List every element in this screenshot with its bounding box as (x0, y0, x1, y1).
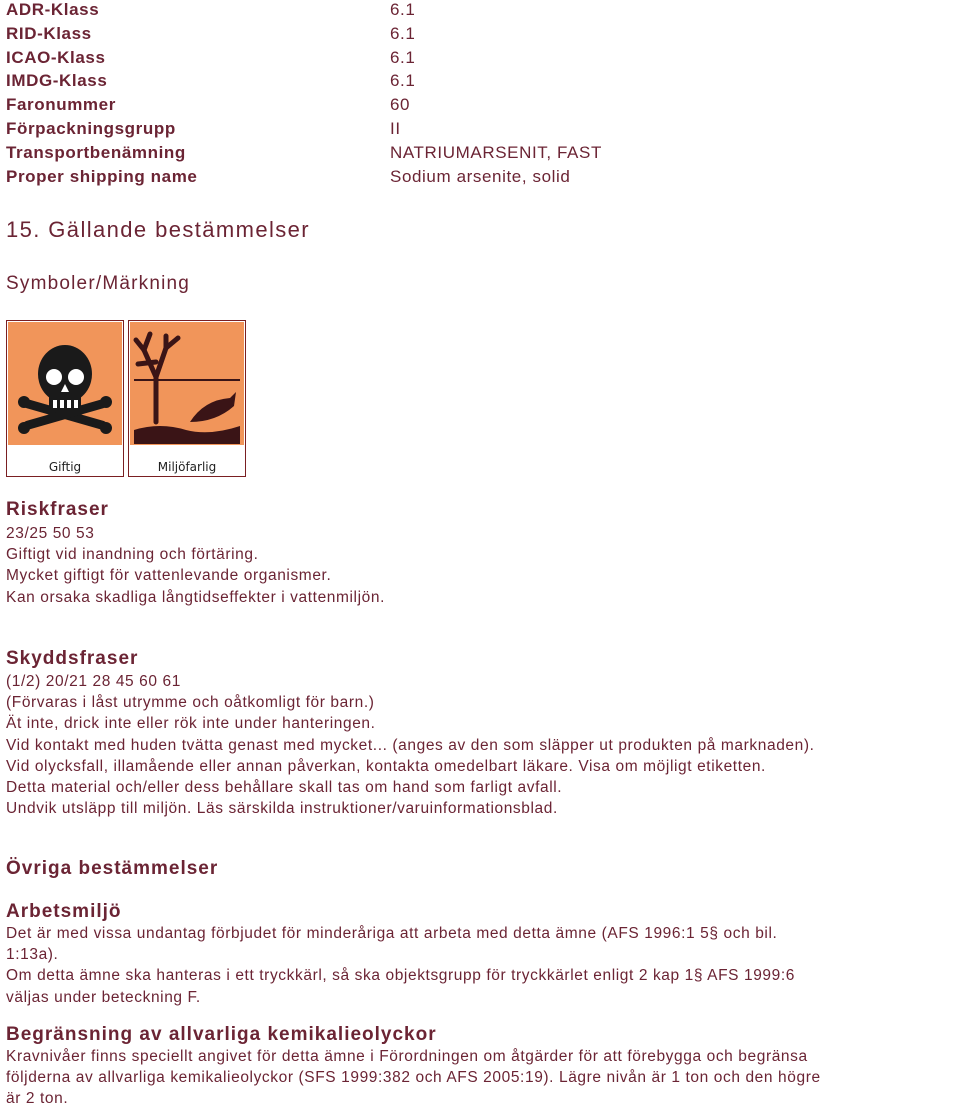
transport-value: 60 (390, 95, 411, 115)
safety-line: Undvik utsläpp till miljön. Läs särskilda instruktioner/varuinformationsblad. (6, 800, 558, 818)
transport-label: Faronummer (6, 95, 116, 115)
risk-line: Kan orsaka skadliga långtidseffekter i vattenmiljön. (6, 588, 385, 606)
pictogram-environment (128, 320, 246, 477)
safety-line: Detta material och/eller dess behållare skall tas om hand som farligt avfall. (6, 779, 563, 797)
safety-title: Skyddsfraser (6, 648, 139, 669)
safety-codes: (1/2) 20/21 28 45 60 61 (6, 673, 181, 690)
symbols-title: Symboler/Märkning (6, 273, 191, 294)
section-title: 15. Gällande bestämmelser (6, 217, 311, 242)
transport-value: NATRIUMARSENIT, FAST (390, 142, 602, 162)
transport-label: ICAO-Klass (6, 47, 106, 67)
accidents-title: Begränsning av allvarliga kemikalieolyckor (6, 1024, 437, 1045)
transport-label: Förpackningsgrupp (6, 119, 176, 138)
risk-codes: 23/25 50 53 (6, 525, 95, 542)
transport-value: 6.1 (390, 23, 416, 43)
work-line: 1:13a). (6, 946, 59, 964)
risk-line: Mycket giftigt för vattenlevande organismer. (6, 567, 332, 585)
transport-label: Proper shipping name (6, 166, 198, 186)
work-line: Om detta ämne ska hanteras i ett tryckkärl, så ska objektsgrupp för tryckkärlet enligt 2 kap 1§ AFS 1999:6 (6, 967, 796, 985)
safety-line: Vid olycksfall, illamående eller annan påverkan, kontakta omedelbart läkare. Visa om möjligt etiketten. (6, 757, 766, 775)
safety-line: Vid kontakt med huden tvätta genast med mycket... (anges av den som släpper ut produkten på marknaden). (6, 736, 815, 754)
risk-phrases (6, 523, 956, 608)
pictogram-toxic (6, 320, 124, 477)
work-line: Det är med vissa undantag förbjudet för minderåriga att arbeta med detta ämne (AFS 1996:1 5§ och bil. (6, 925, 778, 942)
safety-line: (Förvaras i låst utrymme och oåtkomligt för barn.) (6, 694, 375, 712)
accidents-line: följderna av allvarliga kemikalieolyckor (SFS 1999:382 och AFS 2005:19). Lägre nivån är 1 ton och den högre (6, 1069, 821, 1087)
transport-value: 6.1 (390, 0, 416, 19)
transport-value: Sodium arsenite, solid (390, 166, 571, 186)
other-title: Övriga bestämmelser (6, 858, 219, 879)
safety-line: Ät inte, drick inte eller rök inte under hanteringen. (6, 715, 376, 733)
accidents-line: är 2 ton. (6, 1090, 69, 1108)
work-text (6, 923, 956, 1008)
transport-label: Transportbenämning (6, 142, 186, 162)
transport-value: II (390, 119, 401, 138)
risk-line: Giftigt vid inandning och förtäring. (6, 546, 259, 564)
transport-label: RID-Klass (6, 23, 92, 43)
skull-crossbones-icon (8, 322, 122, 445)
pictogram-caption: Giftig (48, 460, 82, 474)
risk-title: Riskfraser (6, 499, 109, 520)
dead-tree-fish-icon (130, 322, 244, 445)
accidents-text (6, 1046, 956, 1110)
transport-label: ADR-Klass (6, 0, 100, 19)
pictogram-caption: Miljöfarlig (157, 460, 217, 474)
transport-label: IMDG-Klass (6, 71, 108, 91)
accidents-line: Kravnivåer finns speciellt angivet för detta ämne i Förordningen om åtgärder för att förebygga och begränsa (6, 1048, 808, 1065)
transport-value: 6.1 (390, 71, 416, 91)
safety-phrases (6, 671, 956, 819)
transport-value: 6.1 (390, 47, 416, 67)
work-line: väljas under beteckning F. (6, 988, 201, 1006)
work-title: Arbetsmiljö (6, 901, 122, 922)
